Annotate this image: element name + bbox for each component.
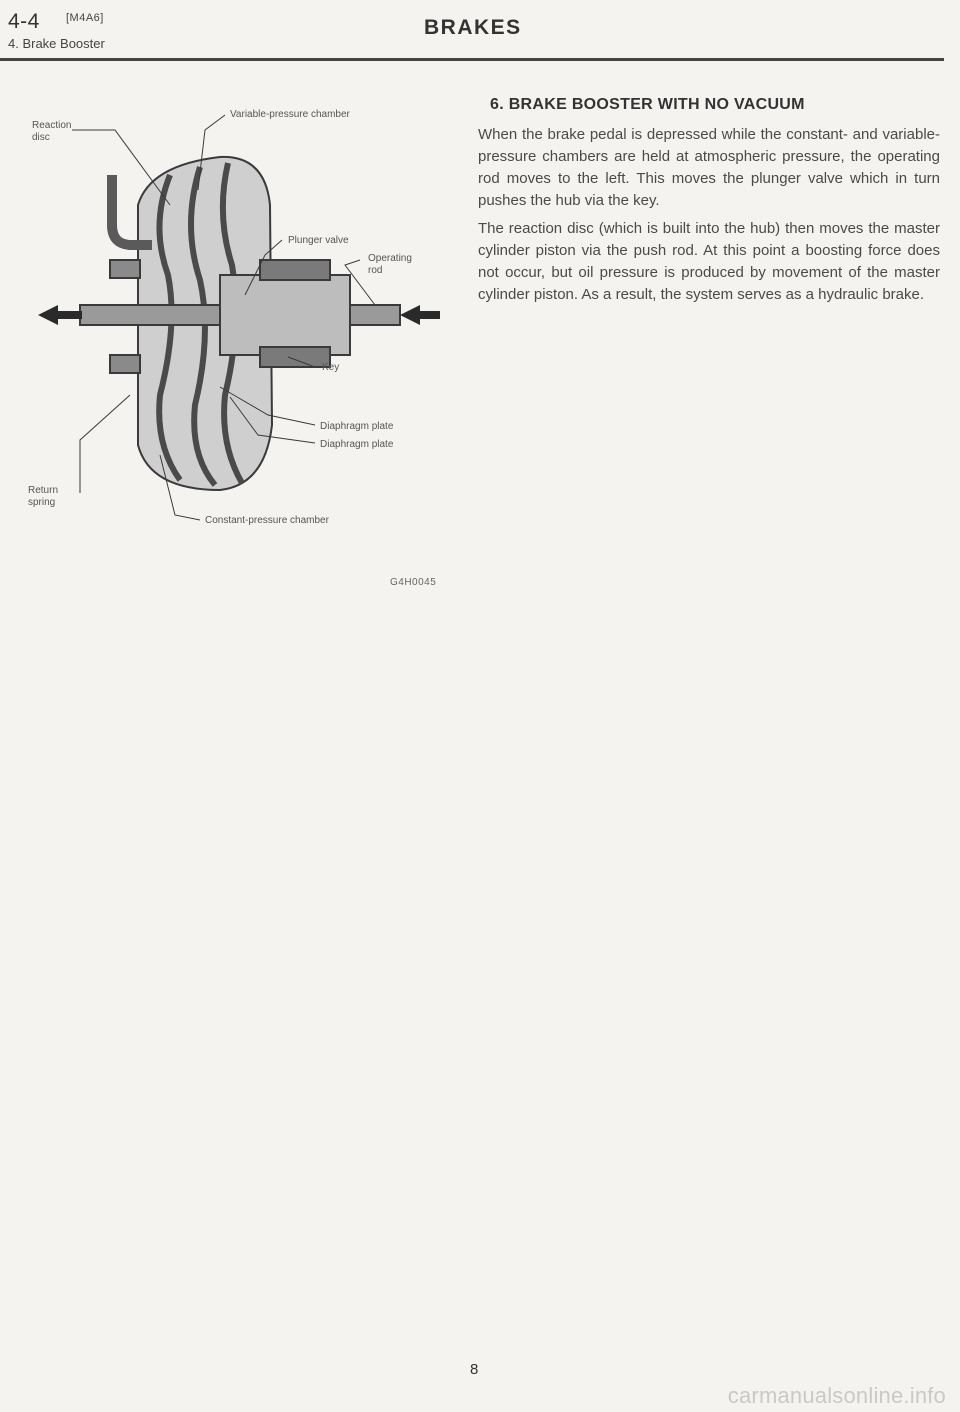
brake-booster-illustration bbox=[20, 95, 470, 565]
page-number: 8 bbox=[470, 1361, 479, 1378]
subsection-title: 4. Brake Booster bbox=[8, 36, 105, 51]
page-header bbox=[0, 0, 960, 70]
label-reaction-disc: Reaction disc bbox=[32, 120, 72, 143]
section-code: [M4A6] bbox=[66, 12, 104, 24]
paragraph-2: The reaction disc (which is built into the hub) then moves the master cylinder piston via the push rod. At this point a boosting force does not occur, but oil pressure is produced by movement of the master cylinder piston. As a result, the system serves as a hydraulic brake. bbox=[478, 220, 940, 303]
figure-code: G4H0045 bbox=[390, 577, 437, 588]
label-key: Key bbox=[322, 362, 340, 373]
label-operating-rod: Operating rod bbox=[368, 253, 412, 276]
label-variable-pressure-chamber: Variable-pressure chamber bbox=[230, 109, 350, 120]
page-title: BRAKES bbox=[424, 16, 522, 39]
section-content bbox=[478, 96, 940, 312]
label-plunger-valve: Plunger valve bbox=[288, 235, 349, 246]
header-divider bbox=[0, 58, 944, 61]
section-heading: 6. BRAKE BOOSTER WITH NO VACUUM bbox=[490, 96, 805, 113]
label-diaphragm-plate-2: Diaphragm plate bbox=[320, 439, 394, 450]
label-constant-pressure-chamber: Constant-pressure chamber bbox=[205, 515, 329, 526]
section-number: 4-4 bbox=[8, 10, 40, 33]
brake-booster-diagram bbox=[20, 95, 470, 565]
label-diaphragm-plate-1: Diaphragm plate bbox=[320, 421, 394, 432]
paragraph-1: When the brake pedal is depressed while the constant- and variable-pressure chambers are held at atmospheric pressure, the operating rod moves to the left. This moves the plunger valve which in turn pushes the hub via the key. bbox=[478, 126, 940, 209]
watermark: carmanualsonline.info bbox=[727, 1383, 946, 1408]
label-return-spring: Return spring bbox=[28, 485, 59, 508]
